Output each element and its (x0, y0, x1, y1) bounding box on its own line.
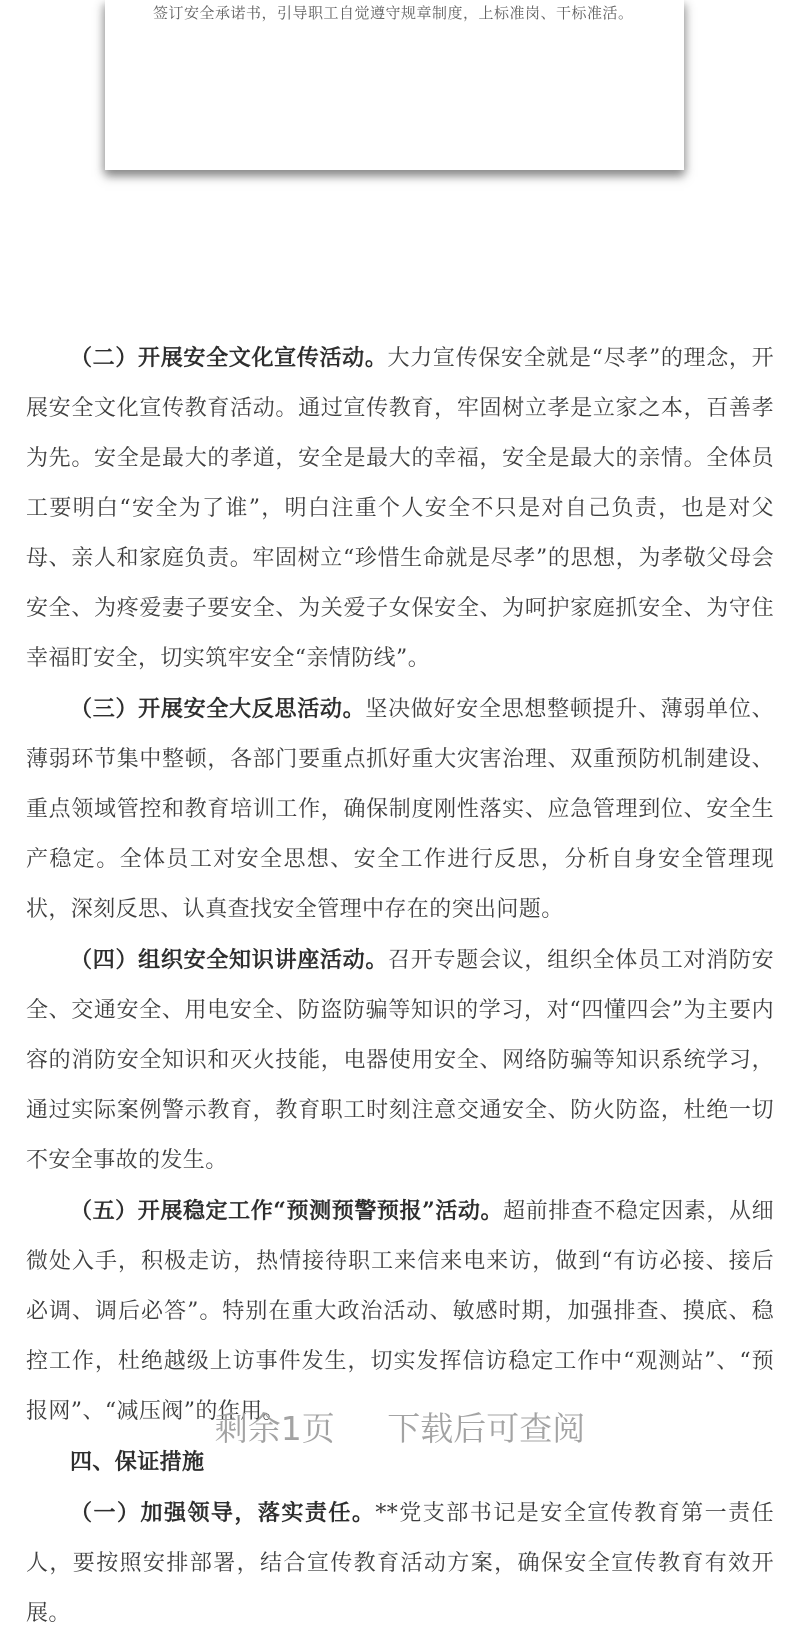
paragraph-4-body: 召开专题会议，组织全体员工对消防安全、交通安全、用电安全、防盗防骗等知识的学习，对“四懂四会”为主要内容的消防安全知识和灭火技能，电器使用安全、网络防骗等知识系统学习，通过实际案例警示教育，教育职工时刻注意交通安全、防火防盗，杜绝一切不安全事故的发生。 (26, 948, 774, 1173)
paragraph-5 (26, 1186, 774, 1437)
paragraph-guarantee-1-lead: （一）加强领导，落实责任。 (70, 1500, 376, 1526)
paragraph-2 (26, 333, 774, 684)
paragraph-4 (26, 935, 774, 1186)
page-preview-card (105, 0, 684, 170)
paragraph-5-lead: （五）开展稳定工作“预测预警预报”活动。 (70, 1198, 504, 1224)
paragraph-2-lead: （二）开展安全文化宣传活动。 (70, 345, 388, 371)
paragraph-2-body: 大力宣传保安全就是“尽孝”的理念，开展安全文化宣传教育活动。通过宣传教育，牢固树立孝是立家之本，百善孝为先。安全是最大的孝道，安全是最大的幸福，安全是最大的亲情。全体员工要明白“安全为了谁”，明白注重个人安全不只是对自己负责，也是对父母、亲人和家庭负责。牢固树立“珍惜生命就是尽孝”的思想，为孝敬父母会安全、为疼爱妻子要安全、为关爱子女保安全、为呵护家庭抓安全、为守住幸福盯安全，切实筑牢安全“亲情防线”。 (26, 346, 774, 671)
paragraph-guarantee-1 (26, 1488, 774, 1639)
preview-page-text: 签订安全承诺书，引导职工自觉遵守规章制度，上标准岗、干标准活。 (153, 4, 634, 22)
paragraph-5-body: 超前排查不稳定因素，从细微处入手，积极走访，热情接待职工来信来电来访，做到“有访必接、接后必调、调后必答”。特别在重大政治活动、敏感时期，加强排查、摸底、稳控工作，杜绝越级上访事件发生，切实发挥信访稳定工作中“观测站”、“预报网”、“减压阀”的作用。 (26, 1199, 774, 1424)
section-heading-text: 四、保证措施 (70, 1449, 205, 1475)
paragraph-guarantee-1-body: **党支部书记是安全宣传教育第一责任人，要按照安排部署，结合宣传教育活动方案，确保安全宣传教育有效开展。 (26, 1501, 775, 1626)
paragraph-3-body: 坚决做好安全思想整顿提升、薄弱单位、薄弱环节集中整顿，各部门要重点抓好重大灾害治理、双重预防机制建设、重点领域管控和教育培训工作，确保制度刚性落实、应急管理到位、安全生产稳定。全体员工对安全思想、安全工作进行反思，分析自身安全管理现状，深刻反思、认真查找安全管理中存在的突出问题。 (26, 697, 774, 922)
paragraph-3 (26, 684, 774, 935)
remaining-pages-label: 剩余1页 (214, 1409, 335, 1448)
paragraph-3-lead: （三）开展安全大反思活动。 (70, 696, 366, 722)
download-to-view-label: 下载后可查阅 (387, 1409, 586, 1448)
paragraph-4-lead: （四）组织安全知识讲座活动。 (70, 947, 389, 973)
download-hint-bar[interactable] (0, 1403, 800, 1450)
